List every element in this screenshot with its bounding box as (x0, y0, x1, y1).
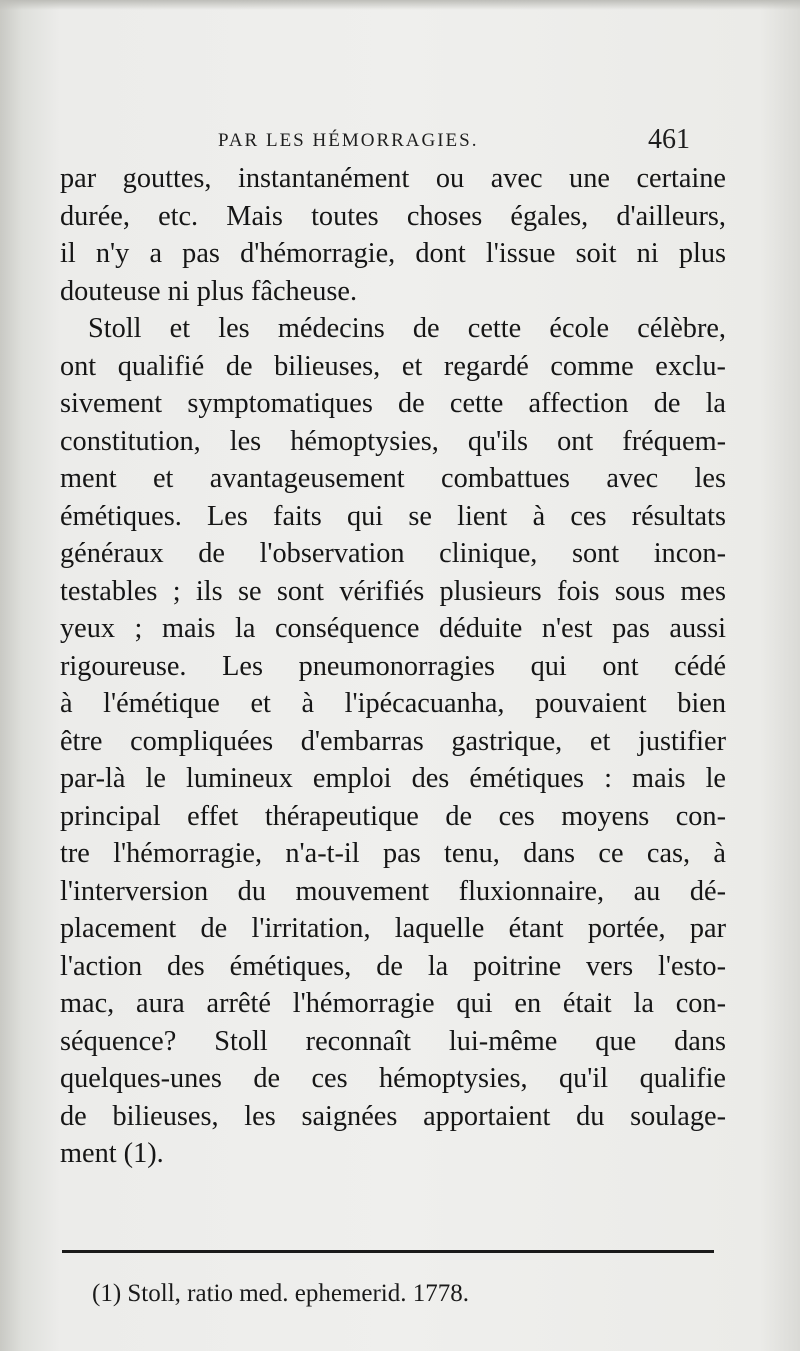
text-line: constitution, les hémoptysies, qu'ils ont fréquem- (60, 425, 726, 457)
text-line: ont qualifié de bilieuses, et regardé comme exclu- (60, 350, 726, 382)
text-line: ment et avantageusement combattues avec les (60, 463, 726, 494)
footnote: (1) Stoll, ratio med. ephemerid. 1778. (92, 1280, 470, 1307)
text-line: par-là le lumineux emploi des émétiques : mais le (60, 763, 726, 794)
page-number: 461 (648, 124, 690, 155)
running-title: PAR LES HÉMORRAGIES. (218, 130, 479, 151)
text-line: de bilieuses, les saignées apportaient du soulage- (60, 1100, 726, 1132)
text-line: il n'y a pas d'hémorragie, dont l'issue soit ni plus (60, 238, 726, 269)
text-line: durée, etc. Mais toutes choses égales, d'ailleurs, (60, 200, 726, 232)
text-line: par gouttes, instantanément ou avec une certaine (60, 163, 726, 194)
text-line: rigoureuse. Les pneumonorragies qui ont cédé (60, 650, 726, 682)
text-line: quelques-unes de ces hémoptysies, qu'il qualifie (60, 1063, 726, 1094)
text-line: émétiques. Les faits qui se lient à ces résultats (60, 500, 726, 532)
text-line: testables ; ils se sont vérifiés plusieurs fois sous mes (60, 575, 726, 607)
text-line: placement de l'irritation, laquelle étant portée, par (60, 913, 726, 944)
text-line: principal effet thérapeutique de ces moyens con- (60, 800, 726, 832)
text-line: mac, aura arrêté l'hémorragie qui en était la con- (60, 988, 726, 1019)
text-line: Stoll et les médecins de cette école célèbre, (88, 313, 726, 344)
body-text (60, 160, 726, 1173)
text-line: être compliquées d'embarras gastrique, et justifier (60, 725, 726, 757)
text-line: généraux de l'observation clinique, sont incon- (60, 538, 726, 569)
text-line: yeux ; mais la conséquence déduite n'est pas aussi (60, 613, 726, 644)
text-line: sivement symptomatiques de cette affection de la (60, 388, 726, 419)
text-line: tre l'hémorragie, n'a-t-il pas tenu, dans ce cas, à (60, 838, 726, 869)
text-line: l'action des émétiques, de la poitrine vers l'esto- (60, 950, 726, 982)
footnote-rule (62, 1250, 714, 1253)
text-line: ment (1). (60, 1138, 164, 1169)
text-line: l'interversion du mouvement fluxionnaire, au dé- (60, 875, 726, 907)
page-shadow (0, 0, 800, 10)
text-line: séquence? Stoll reconnaît lui-même que dans (60, 1025, 726, 1057)
text-line: à l'émétique et à l'ipécacuanha, pouvaient bien (60, 688, 726, 719)
text-line: douteuse ni plus fâcheuse. (60, 275, 358, 307)
